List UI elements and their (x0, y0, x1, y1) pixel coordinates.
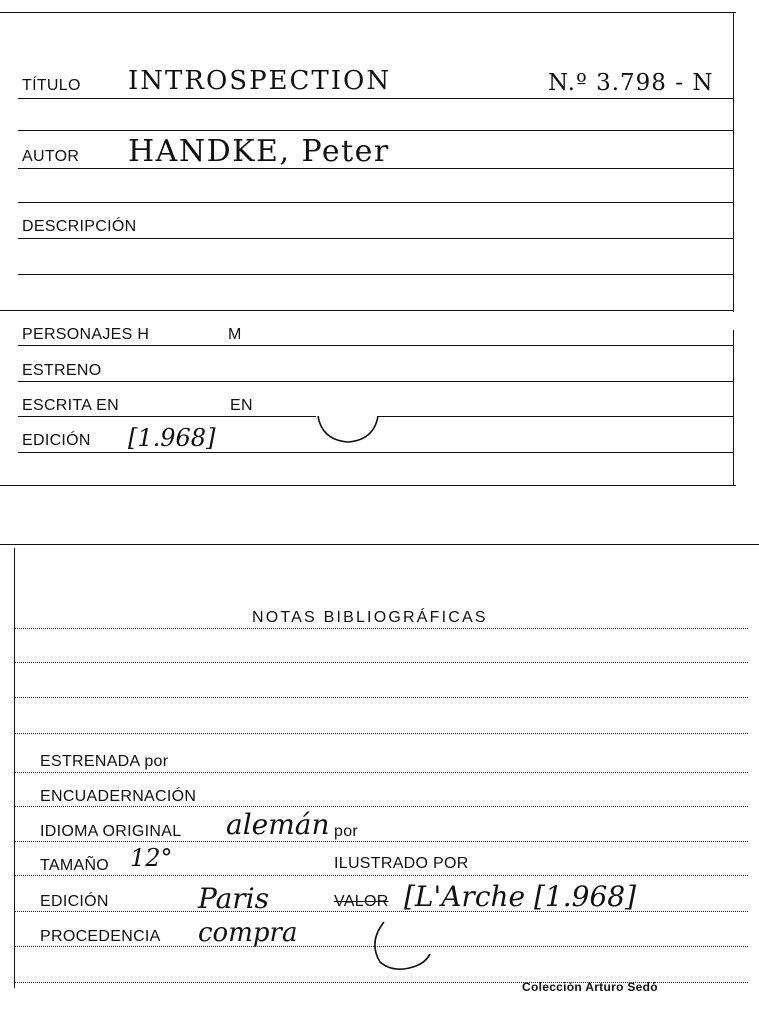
titulo-label: TÍTULO (22, 77, 81, 94)
rule-3 (18, 274, 734, 275)
edicion-publisher: [L'Arche [1.968] (404, 880, 637, 913)
escrita-en-label: EN (230, 397, 253, 414)
rule-estrenada (14, 772, 748, 773)
card-right-edge-lower (733, 330, 734, 485)
encuadernacion-label: ENCUADERNACIÓN (40, 788, 197, 805)
autor-value: HANDKE, Peter (128, 134, 390, 169)
edicion-place: Paris (198, 882, 269, 915)
card-bottom-edge (0, 485, 736, 486)
punch-hole (312, 412, 384, 446)
rule-notas (14, 628, 748, 629)
card-right-edge (733, 12, 734, 312)
escrita-label: ESCRITA EN (22, 397, 119, 414)
valor-label: VALOR (334, 893, 389, 910)
edicion-label: EDICIÓN (22, 432, 91, 449)
tamano-value: 12° (130, 844, 173, 872)
edicion-back-label: EDICIÓN (40, 893, 109, 910)
idioma-value: alemán (226, 808, 330, 841)
rule-edicion-back (14, 911, 748, 912)
estreno-label: ESTRENO (22, 362, 102, 379)
rule-b1 (14, 662, 748, 663)
rule-tamano (14, 875, 748, 876)
rule-escrita-b (378, 416, 734, 417)
tamano-label: TAMAÑO (40, 857, 110, 874)
rule-b2 (14, 697, 748, 698)
rule-descripcion (18, 238, 734, 239)
collection-stamp: Colección Arturo Sedó (522, 980, 658, 994)
card-back-left-edge (14, 548, 15, 988)
ilustrado-label: ILUSTRADO POR (334, 855, 469, 872)
procedencia-label: PROCEDENCIA (40, 928, 161, 945)
rule-1 (18, 130, 734, 131)
rule-b3 (14, 733, 748, 734)
rule-2 (18, 202, 734, 203)
personajes-m-label: M (228, 326, 242, 343)
autor-label: AUTOR (22, 148, 80, 165)
descripcion-label: DESCRIPCIÓN (22, 218, 137, 235)
personajes-label: PERSONAJES H (22, 326, 150, 343)
catalog-number: N.º 3.798 - N (548, 70, 714, 96)
rule-titulo (18, 98, 734, 99)
rule-idioma (14, 841, 748, 842)
rule-encuadernacion (14, 806, 748, 807)
card-back-top-edge (0, 544, 759, 545)
rule-personajes (18, 345, 734, 346)
procedencia-value: compra (198, 918, 298, 948)
card-top-edge (0, 12, 736, 13)
notas-heading: NOTAS BIBLIOGRÁFICAS (252, 609, 488, 626)
rule-estreno (18, 381, 734, 382)
edicion-value: [1.968] (128, 424, 216, 452)
idioma-label: IDIOMA ORIGINAL (40, 823, 182, 840)
rule-edicion (18, 452, 734, 453)
titulo-value: INTROSPECTION (128, 66, 392, 96)
estrenada-label: ESTRENADA por (40, 753, 169, 770)
idioma-por: por (334, 823, 359, 840)
rule-4 (0, 310, 734, 311)
punch-hole-back (366, 916, 446, 976)
rule-escrita-a (18, 416, 316, 417)
